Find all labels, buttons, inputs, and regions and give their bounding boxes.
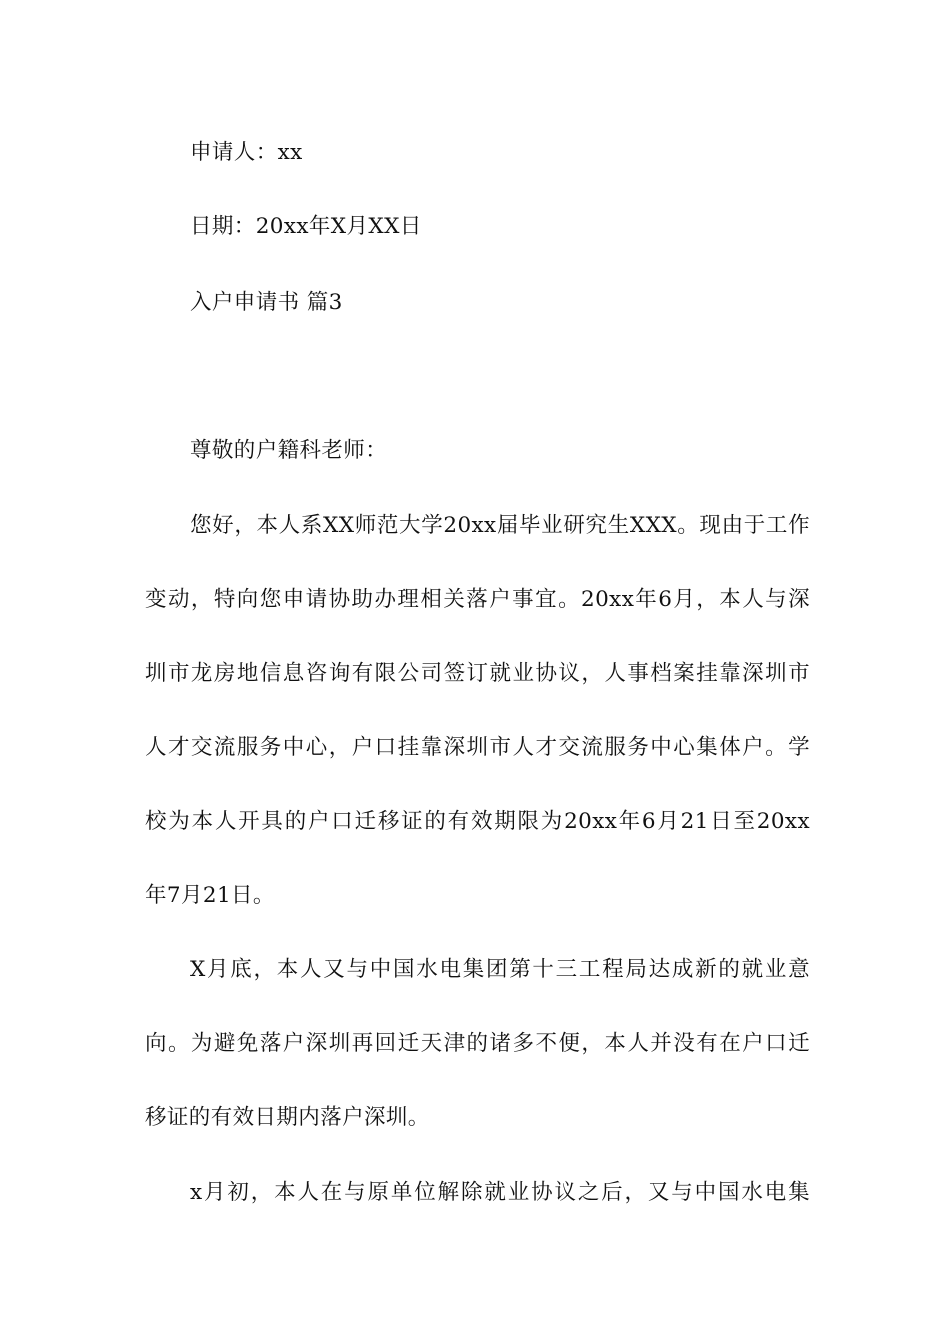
section-title: 入户申请书 篇3 (190, 290, 343, 315)
paragraph-1-line-6: 年7月21日。 (145, 883, 275, 908)
paragraph-2-line-3: 移证的有效日期内落户深圳。 (145, 1105, 430, 1130)
paragraph-1-line-4: 人才交流服务中心，户口挂靠深圳市人才交流服务中心集体户。学 (145, 735, 810, 760)
paragraph-2-line-1: X月底，本人又与中国水电集团第十三工程局达成新的就业意 (190, 957, 810, 982)
applicant-line: 申请人：xx (190, 140, 303, 165)
salutation: 尊敬的户籍科老师： (190, 438, 388, 463)
paragraph-1-line-3: 圳市龙房地信息咨询有限公司签订就业协议，人事档案挂靠深圳市 (145, 661, 810, 686)
paragraph-2-line-2: 向。为避免落户深圳再回迁天津的诸多不便，本人并没有在户口迁 (145, 1031, 810, 1056)
paragraph-3-line-1: x月初，本人在与原单位解除就业协议之后，又与中国水电集 (190, 1180, 810, 1205)
paragraph-1-line-1: 您好，本人系XX师范大学20xx届毕业研究生XXX。现由于工作 (190, 513, 810, 538)
paragraph-1-line-5: 校为本人开具的户口迁移证的有效期限为20xx年6月21日至20xx (145, 809, 810, 834)
date-line: 日期：20xx年X月XX日 (190, 214, 422, 239)
paragraph-1-line-2: 变动，特向您申请协助办理相关落户事宜。20xx年6月，本人与深 (145, 587, 810, 612)
